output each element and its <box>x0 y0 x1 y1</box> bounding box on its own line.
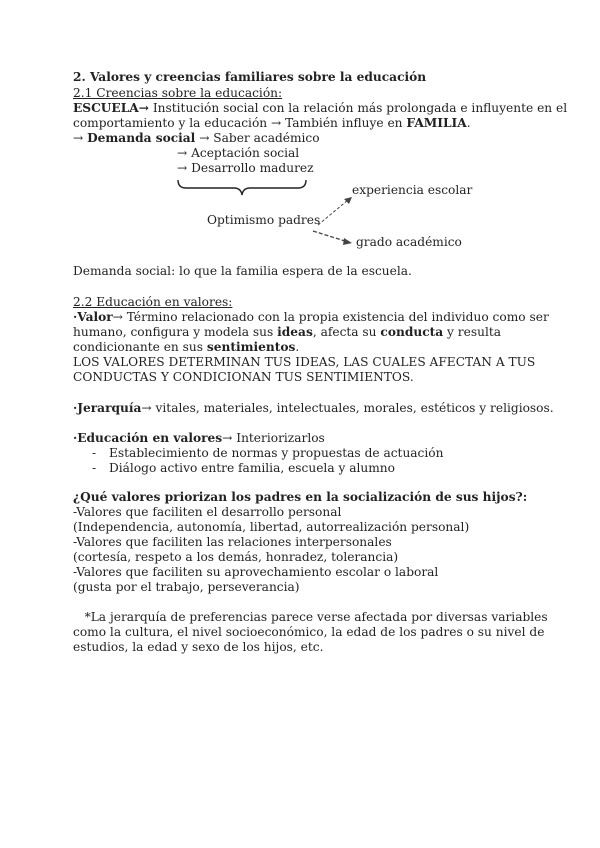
valor-line-1 <box>73 310 549 325</box>
period: . <box>466 116 471 130</box>
valor-definition-cont: humano, configura y modela sus <box>73 325 278 339</box>
educacion-valores-line <box>73 431 325 446</box>
section-title: 2. Valores y creencias familiares sobre la educación <box>73 70 427 84</box>
question-line: -Valores que faciliten su aprovechamiento escolar o laboral <box>73 565 439 579</box>
period: . <box>295 340 300 354</box>
subsection-title-valores: 2.2 Educación en valores: <box>73 295 233 309</box>
arrow-icon: → <box>73 131 84 145</box>
escuela-definition-cont: comportamiento y la educación <box>73 116 272 130</box>
educacion-valores-label: ·Educación en valores <box>73 431 223 445</box>
demanda-social-label: Demanda social <box>87 131 196 145</box>
note-line: como la cultura, el nivel socioeconómico, la edad de los padres o su nivel de <box>73 625 545 639</box>
dashed-arrow-up <box>318 200 348 225</box>
valor-label: ·Valor <box>73 310 113 324</box>
question-line: (Independencia, autonomía, libertad, autorrealización personal) <box>73 520 470 534</box>
arrow-icon: → <box>271 116 282 130</box>
demanda-item: Saber académico <box>213 131 320 145</box>
diagram-node-grado: grado académico <box>356 235 462 249</box>
valor-definition-cont: condicionante en sus <box>73 340 207 354</box>
demanda-item: Desarrollo madurez <box>191 161 314 175</box>
question-title: ¿Qué valores priorizan los padres en la socialización de sus hijos?: <box>73 490 528 504</box>
list-item: Establecimiento de normas y propuestas de actuación <box>109 446 444 460</box>
jerarquia-label: ·Jerarquía <box>73 401 142 415</box>
valor-line-3 <box>73 340 299 355</box>
arrow-icon: → <box>222 431 233 445</box>
arrow-icon: → <box>138 101 149 115</box>
caps-line-2: CONDUCTAS Y CONDICIONAN TUS SENTIMIENTOS. <box>73 370 414 384</box>
jerarquia-text: vitales, materiales, intelectuales, morales, estéticos y religiosos. <box>151 401 554 415</box>
demanda-item: Aceptación social <box>191 146 300 160</box>
diagram-node-optimismo: Optimismo padres <box>207 213 321 227</box>
question-line: (cortesía, respeto a los demás, honradez, tolerancia) <box>73 550 399 564</box>
educacion-valores-text: Interiorizarlos <box>232 431 325 445</box>
sentimientos-term: sentimientos <box>206 340 296 354</box>
question-line: (gusta por el trabajo, perseverancia) <box>73 580 300 594</box>
conducta-term: conducta <box>380 325 444 339</box>
arrow-icon: → <box>141 401 152 415</box>
curly-brace <box>178 180 306 195</box>
arrow-icon: → <box>112 310 123 324</box>
valor-definition-cont: y resulta <box>443 325 502 339</box>
diagram-node-experiencia: experiencia escolar <box>352 183 473 197</box>
arrow-icon: → <box>177 146 188 160</box>
familia-label: FAMILIA <box>406 116 467 130</box>
note-line: *La jerarquía de preferencias parece verse afectada por diversas variables <box>73 610 548 624</box>
arrow-icon: → <box>177 161 188 175</box>
caps-line-1: LOS VALORES DETERMINAN TUS IDEAS, LAS CUALES AFECTAN A TUS <box>73 355 536 369</box>
escuela-label: ESCUELA <box>73 101 139 115</box>
jerarquia-line <box>73 401 554 416</box>
valor-definition: Término relacionado con la propia existencia del individuo como ser <box>122 310 549 324</box>
list-item: Diálogo activo entre familia, escuela y alumno <box>109 461 395 475</box>
valor-line-2 <box>73 325 501 340</box>
escuela-definition: Institución social con la relación más prolongada e influyente en el <box>148 101 568 115</box>
list-bullet: - <box>92 461 97 475</box>
question-line: -Valores que faciliten el desarrollo personal <box>73 505 342 519</box>
demanda-social-definition: Demanda social: lo que la familia espera de la escuela. <box>73 264 412 278</box>
question-line: -Valores que faciliten las relaciones interpersonales <box>73 535 392 549</box>
dashed-arrow-down <box>313 231 345 241</box>
valor-definition-cont: , afecta su <box>312 325 381 339</box>
arrowhead-down <box>343 238 352 245</box>
arrow-icon: → <box>199 131 210 145</box>
list-bullet: - <box>92 446 97 460</box>
escuela-definition-familia: También influye en <box>281 116 407 130</box>
ideas-term: ideas <box>277 325 313 339</box>
note-line: estudios, la edad y sexo de los hijos, etc. <box>73 640 324 654</box>
subsection-title-creencias: 2.1 Creencias sobre la educación: <box>73 86 283 100</box>
